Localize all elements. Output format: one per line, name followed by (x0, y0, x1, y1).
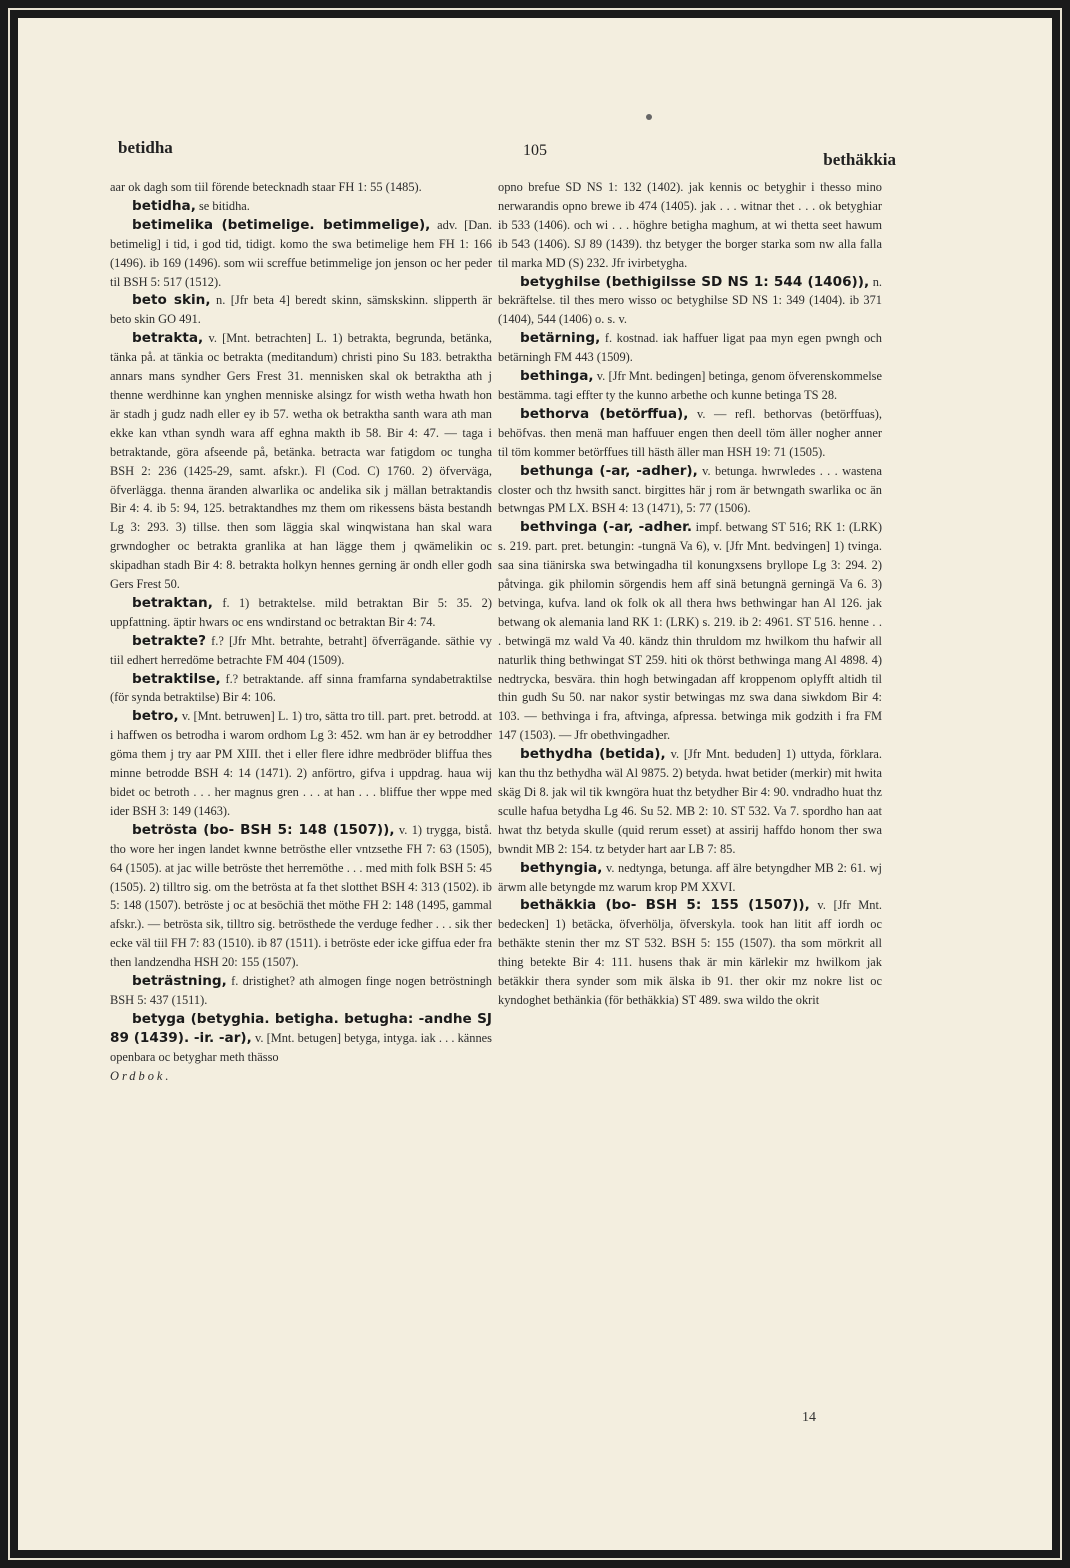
headword: bethäkkia (bo- BSH 5: 155 (1507)), (520, 897, 810, 914)
headword: betärning, (520, 330, 601, 347)
entry: bethäkkia (bo- BSH 5: 155 (1507)), v. [Jfr Mnt. bedecken] 1) betäcka, öfverhölja, öfverskyla. took han litit aff iordh oc bethäkte stenin ther mz ST 532. BSH 5: 155 (1507). tha som mörkrit all thing betekte Bir 4: 111. husens thak är min kärlekir mz hwilkom jak betäkkir thera synder som mik älska ib 91. ther okir mz nokre list oc kyndoghet bethänkia (för bethäkkia) ST 489. swa wildo the okrit (498, 897, 882, 1007)
page-number: 105 (523, 142, 547, 159)
entry: bethinga, v. [Jfr Mnt. bedingen] betinga, genom öfverenskommelse bestämma. tagi effter ty the kunno arbethe och kunne betinga TS 28. (498, 368, 882, 402)
headword: betyga (betyghia. betigha. betugha: -andhe SJ 89 (1439). -ir. -ar), (110, 1010, 492, 1046)
running-head-left: betidha (118, 138, 173, 157)
headword: betrakta, (132, 330, 204, 347)
entry: bethorva (betörffua), v. — refl. bethorvas (betörffuas), behöfvas. then menä man haffuuer engen then deell töm äller nogher anner til töm kommer betörffues till hästh äller man HSH 19: 71 (1505). (498, 405, 882, 459)
headword: betraktilse, (132, 670, 221, 687)
headword: bethydha (betida), (520, 746, 666, 763)
headword: betimelika (betimelige. betimmelige), (132, 216, 431, 233)
entry: bethyngia, v. nedtynga, betunga. aff älre betyngdher MB 2: 61. wj ärwm alle betyngde mz warum krop PM XXVI. (498, 859, 882, 894)
entry: betrösta (bo- BSH 5: 148 (1507)), v. 1) trygga, bistå. tho wore her ingen landet kwnne betrösthe eller vntzsethe FH 7: 63 (1505), 64 (1505). at jac wille betröste thet herremöthe . . . med mith folk BSH 5: 45 (1505). 2) tilltro sig. om the betrösta at fa thet slotthet BSH 4: 313 (1502). ib 5: 148 (1507). betröste j oc at besöchiä thet möthe FH 2: 148 (1495, gammal afskr.). — betrösta sik, tilltro sig. betrösthede the verduge fedher . . . sik ther ecke väl tiil FH 7: 83 (1510). ib 87 (1511). i betröste eder icke giffua eder fra then landzendha HSH 20: 155 (1507). (110, 821, 492, 970)
entry: beto skin, n. [Jfr beta 4] beredt skinn, sämskskinn. slipperth är beto skin GO 491. (110, 292, 492, 327)
entry: betrakta, v. [Mnt. betrachten] L. 1) betrakta, begrunda, betänka, tänka på. at tänkia oc betrakta (meditandum) christi pino Su 183. betraktha annars mans syndher Gers Frest 31. mennisken skal ok betraktha ath j thenne werdhinne kan ynghen menniske alsingz for wisth wetha hwath hon är stadh j gudz nadh eller ey ib 57. wetha ok betraktha santh wara ath man ekke kan vthan syndh wara aff eghna makth ib 58. Bir 4: 47. — taga i betraktande, göra afseende på, betänka. betracta war fatigdom oc tungha BSH 2: 236 (1425-29, samt. afskr.). Fl (Cod. C) 1760. 2) öfverväga, öfverlägga. thenna äranden alwarlika oc andelika sik j mällan betraktandis Bir 4: 4. ib 5: 94, 125. betraktandhes mz them om rikessens bästa bestandh Lg 3: 293. 3) tillse. then som läggia skal winqwistana han skal wara grwndogher oc betrakta granlika at han lägge them j qwämelikin oc skipadhan stadh Bir 4: 8. betrakta holkyn hennes gerning är ondh eller godh Gers Frest 50. (110, 330, 492, 592)
headword: beträstning, (132, 973, 227, 990)
entry: bethunga (-ar, -adher), v. betunga. hwrwledes . . . wastena closter och thz hwsith sanct. birgittes här j rom är betwngath swarlika oc än betwngas PM LX. BSH 4: 13 (1471), 5: 77 (1506). (498, 462, 882, 516)
dictionary-page (18, 18, 1052, 1550)
headword: betrakte? (132, 632, 206, 649)
right-column (498, 178, 882, 1010)
entry: betyga (betyghia. betigha. betugha: -andhe SJ 89 (1439). -ir. -ar), v. [Mnt. betugen] betyga, intyga. iak . . . kännes openbara oc betyghar meth thässo (110, 1010, 492, 1064)
entry: betärning, f. kostnad. iak haffuer ligat paa myn egen pwngh och betärningh FM 443 (1509). (498, 330, 882, 365)
signature-mark: Ordbok. (110, 1068, 172, 1083)
headword: betraktan, (132, 594, 213, 611)
headword: betrösta (bo- BSH 5: 148 (1507)), (132, 821, 395, 838)
entry: beträstning, f. dristighet? ath almogen finge nogen betröstningh BSH 5: 437 (1511). (110, 973, 492, 1007)
headword: betyghilse (bethigilsse SD NS 1: 544 (1406)), (520, 273, 870, 290)
entry: betro, v. [Mnt. betruwen] L. 1) tro, sätta tro till. part. pret. betrodd. at i haffwen os betrodha i warom ordhom Lg 3: 452. wm han är ey betroddher göma them j try aar PM XIII. thet i eller flere idhre medbröder bliffua thes minne betrodde BSH 4: 14 (1471). 2) anförtro, gifva i uppdrag. haua wij bidet oc betroth . . . her magnus gren . . . at han . . . bliffue ther wppe med ider BSH 3: 149 (1463). (110, 708, 492, 818)
entry: betyghilse (bethigilsse SD NS 1: 544 (1406)), n. bekräftelse. til thes mero wisso oc betyghilse SD NS 1: 349 (1404). ib 371 (1404), 544 (1406) o. s. v. (498, 273, 882, 327)
entry: opno brefue SD NS 1: 132 (1402). jak kennis oc betyghir i thesso mino nerwarandis opno brewe ib 474 (1405). jak . . . witnar thet . . . ok betyghiar ib 533 (1406). och wi . . . höghre betigha maghum, at wi thetta seet hawum ib 543 (1406). SJ 89 (1439). thz betyger the borger starka som nw alla falla til marka MD (S) 232. Jfr ivirbetygha. (498, 180, 882, 270)
entry: bethydha (betida), v. [Jfr Mnt. beduden] 1) uttyda, förklara. kan thu thz bethydha wäl Al 9875. 2) betyda. hwat betider (merkir) mit hwita skäg Di 8. jak wil tik kwngöra huat thz betydher Bir 4: 90. vndradho huat thz sculle hafua betydha Lg 46. Su 52. MB 2: 10. ST 532. Va 7. spordho han aat hwat thz betyda skulle (quid rerum esset) at assirij haffdo honom ther swa bwndit MB 2: 154. tz betyder hart aar LB 7: 85. (498, 746, 883, 856)
entry: betidha, se bitidha. (132, 197, 250, 214)
entry: bethvinga (-ar, -adher. impf. betwang ST 516; RK 1: (LRK) s. 219. part. pret. betungin: -tungnä Va 6), v. [Jfr Mnt. bedvingen] 1) tvinga. saa sina tiänirska swa betwingadha til konungxsens bryllope Lg 3: 294. 2) påtvinga. gik philomin sörgendis hem aff sinä betungnä gerningä Va 6. 3) betvinga, kufva. land ok folk ok all thera hws bethwingar han Al 126. jak betwang ok alemania land RK 1: (LRK) s. 219. ib 2: 4961. ST 516. henne . . . betwingä mz wald Va 40. kändz thin thruldom mz hwilkom thu hafwir all naturlik thing bethwingat ST 259. hiti ok thörst bethwinga mang Al 4898. 4) nedtrycka, besvära. thin hogh betwingadan aff kroppenom oplyfft altidh til thin gudh Su 50. nar nakor systir betwingas mz swa dana siwkdom Bir 4: 103. — bethvinga i fra, aftvinga, afpressa. betwinga mik godzith i fra FM 147 (1503). — Jfr obethvingadher. (498, 519, 882, 743)
headword: beto skin, (132, 292, 211, 309)
entry: betrakte? f.? [Jfr Mht. betrahte, betraht] öfverrägande. säthie vy tiil edhert herredöme betrachte FM 404 (1509). (110, 632, 492, 667)
headword: betro, (132, 708, 179, 725)
footer-number: 14 (802, 1410, 816, 1425)
headword: bethyngia, (520, 859, 603, 876)
ink-dot (646, 114, 652, 120)
running-head-right: bethäkkia (823, 150, 896, 169)
headword: bethunga (-ar, -adher), (520, 462, 698, 479)
headword: betidha, (132, 197, 196, 214)
headword: bethvinga (-ar, -adher. (520, 519, 693, 536)
entry: betraktan, f. 1) betraktelse. mild betraktan Bir 5: 35. 2) uppfattning. äptir hwars oc ens wndirstand oc betraktan Bir 4: 74. (110, 594, 492, 629)
left-column (110, 178, 492, 1086)
entry: betraktilse, f.? betraktande. aff sinna framfarna syndabetraktilse (för synda betraktilse) Bir 4: 106. (110, 670, 492, 705)
entry: betimelika (betimelige. betimmelige), adv. [Dan. betimelig] i tid, i god tid, tidigt. komo the swa betimelige hem FH 1: 166 (1496). ib 169 (1496). som wii screffue betimmelige jon jenson oc her peder til BSH 5: 517 (1512). (110, 216, 492, 289)
headword: bethorva (betörffua), (520, 405, 689, 422)
entry: aar ok dagh som tiil förende betecknadh staar FH 1: 55 (1485). (110, 180, 422, 194)
headword: bethinga, (520, 368, 594, 385)
